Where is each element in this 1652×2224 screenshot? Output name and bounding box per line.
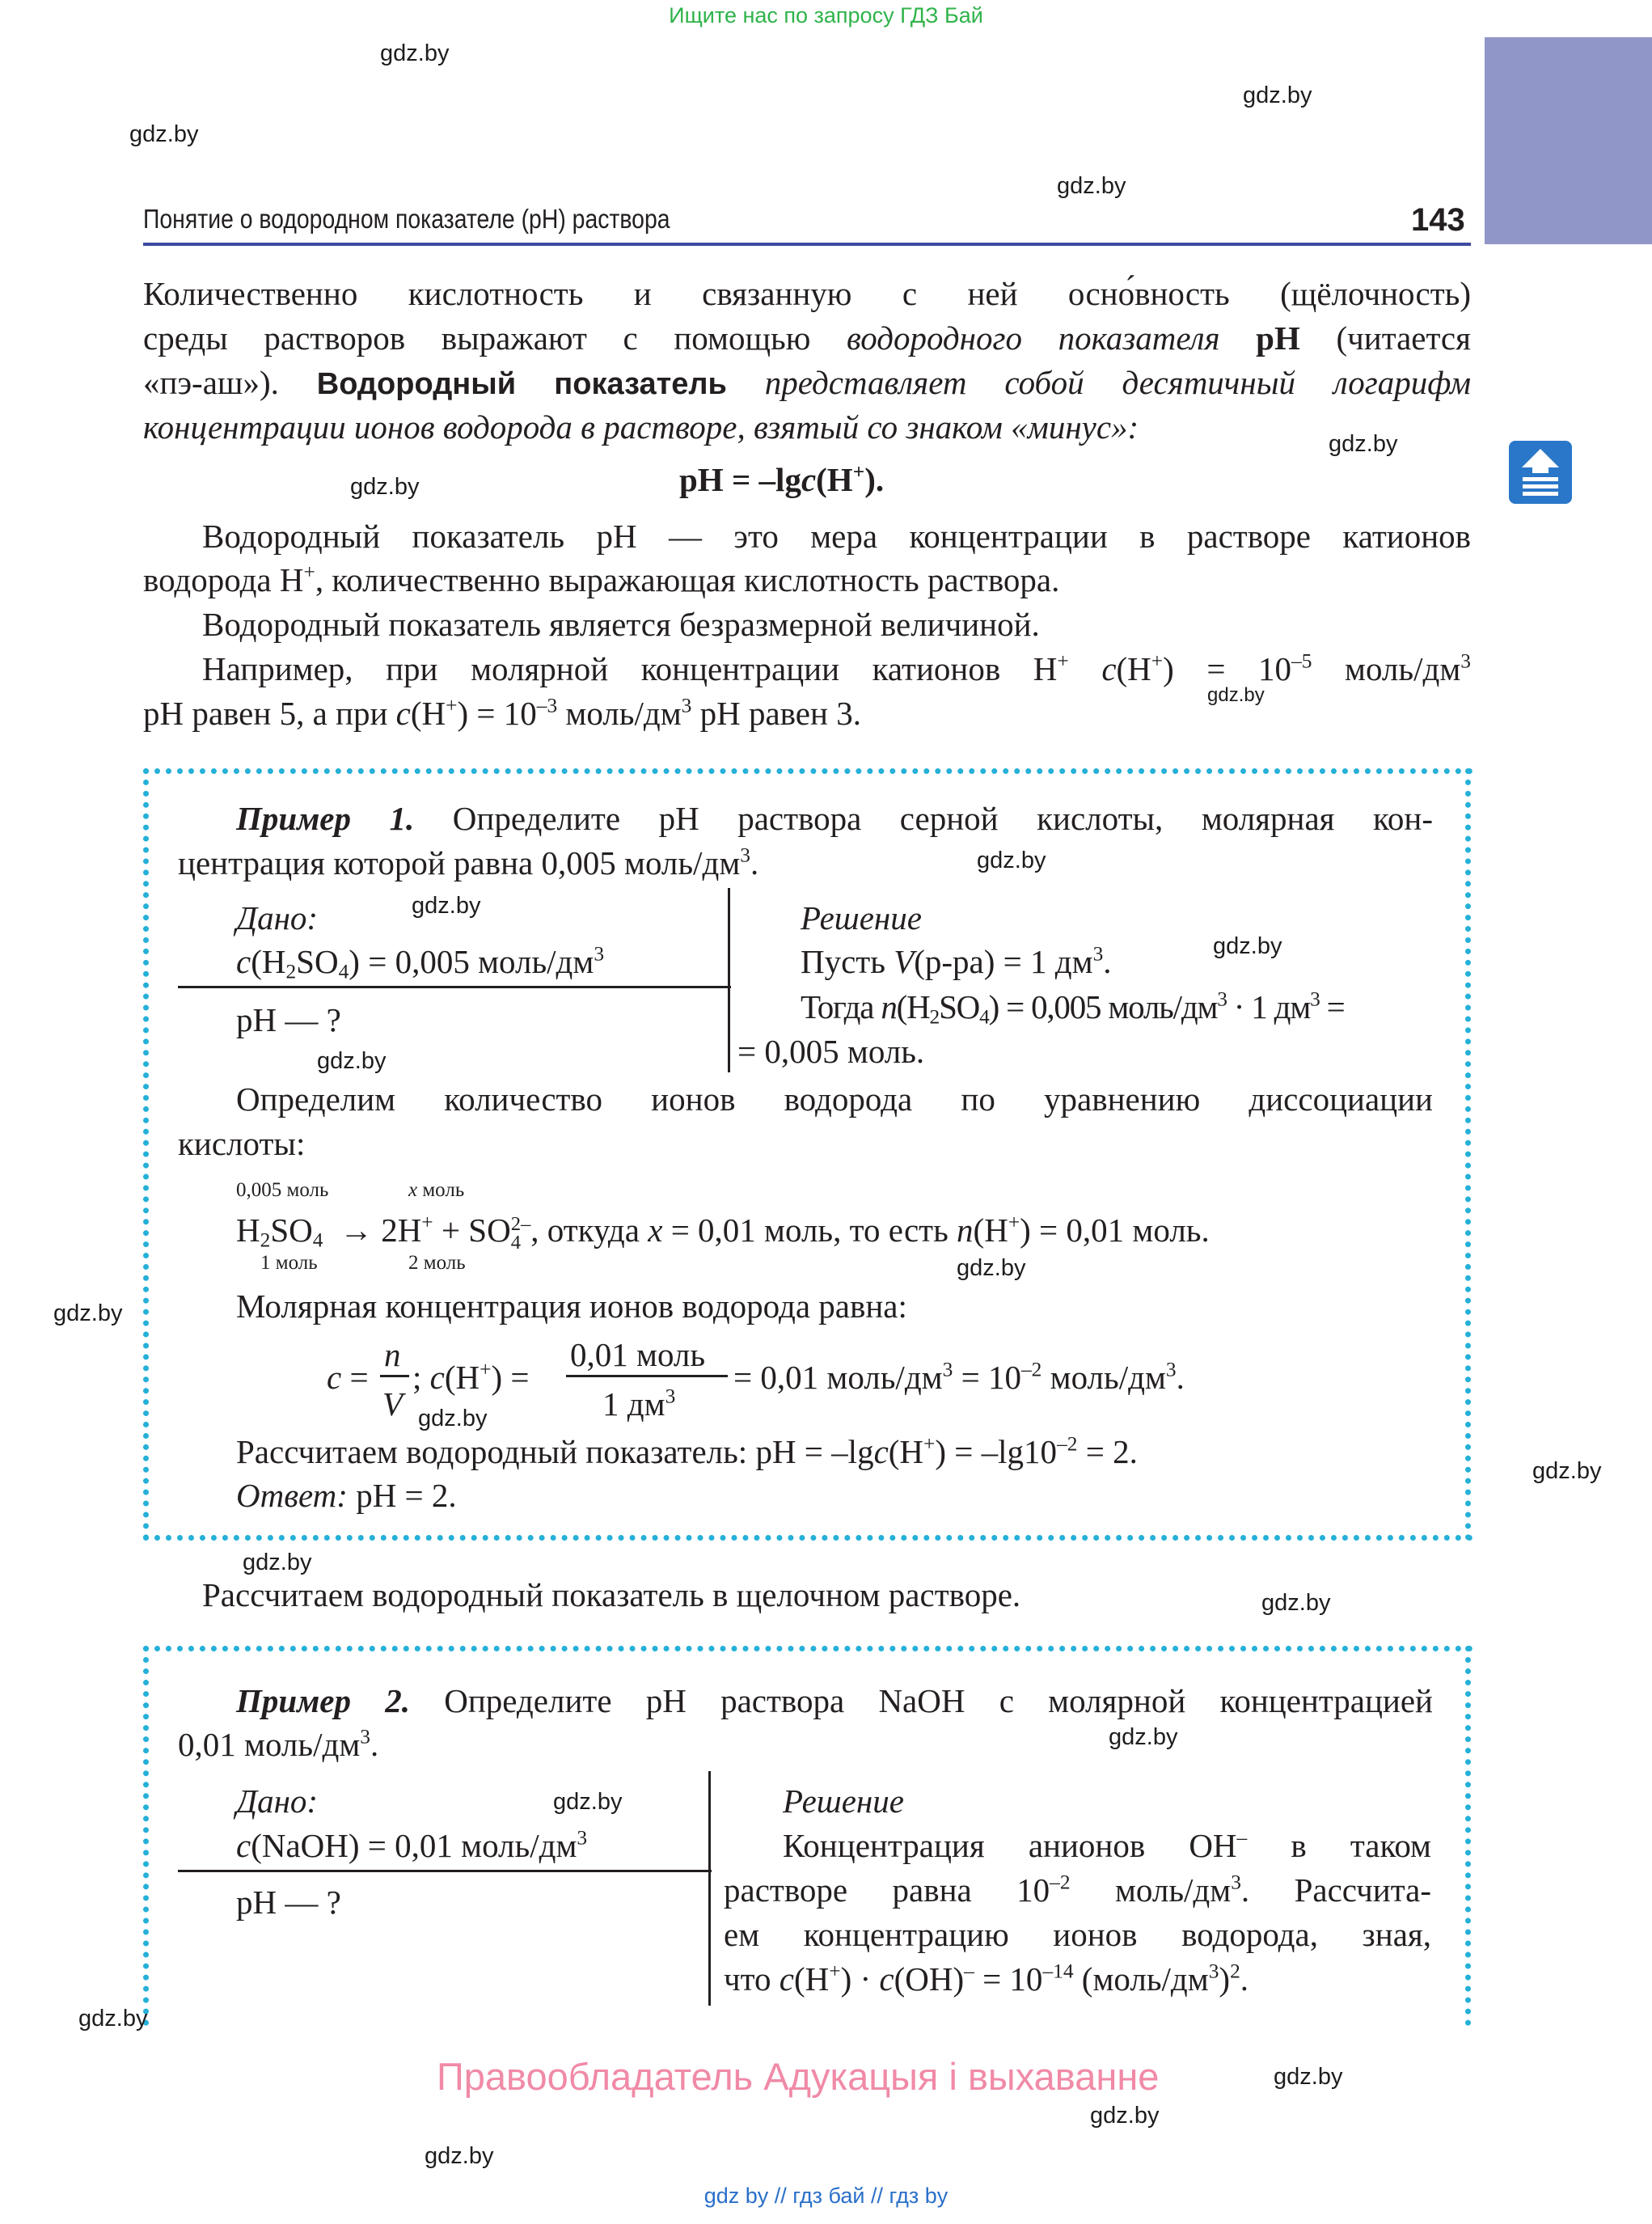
watermark: gdz.by [78, 2006, 148, 2032]
answer-label: Ответ: [236, 1477, 348, 1514]
header-rule [143, 243, 1471, 246]
term-italic: водородного показателя [847, 319, 1220, 357]
watermark: gdz.by [1213, 933, 1282, 959]
given-label: Дано: [236, 899, 319, 937]
calc-lhs: c = [327, 1359, 369, 1396]
watermark: gdz.by [418, 1406, 488, 1431]
example1-given-value: $c(H_2SO_4) = 0,005$ моль/$дм^3$ [236, 942, 605, 983]
watermark: gdz.by [1329, 431, 1398, 457]
watermark: gdz.by [243, 1550, 312, 1575]
para2-line2: водорода H+, количественно выражающая кислотность раствора. [143, 560, 1060, 598]
watermark: gdz.by [1057, 173, 1126, 199]
watermark: gdz.by [1261, 1590, 1331, 1616]
above-2h: x моль [408, 1179, 465, 1201]
calc-num: 0,01 моль [570, 1336, 706, 1373]
example1-solution-label [801, 896, 922, 940]
example1-sol-line3: = 0,005 моль. [737, 1033, 925, 1070]
calc-n [384, 1333, 401, 1376]
text: «пэ-аш»). [143, 364, 317, 401]
text: Определите pH раствора серной кислоты, молярная кон- [414, 800, 1433, 837]
n: n [384, 1336, 401, 1373]
footer-links[interactable]: gdz by // гдз бай // гдз by [703, 2184, 949, 2208]
scroll-up-button[interactable] [1509, 441, 1572, 504]
watermark: gdz.by [425, 2143, 494, 2169]
watermark: gdz.by [977, 848, 1046, 873]
example1-given-label [236, 896, 318, 940]
watermark: gdz.by [1243, 82, 1312, 108]
watermark: gdz.by [380, 40, 450, 66]
calc-mid: ; c(H+) = [412, 1358, 530, 1396]
example2-sol-line2: растворе равна $10^{-2}$ моль/$дм^3$. Рассчита- [724, 1871, 1431, 1909]
watermark: gdz.by [1090, 2103, 1160, 2129]
text: среды растворов выражают с помощью [143, 319, 847, 357]
watermark: gdz.by [1532, 1458, 1602, 1484]
watermark: gdz.by [553, 1789, 623, 1815]
example1-task-line2: центрация которой равна 0,005 моль/$дм^3$. [178, 844, 759, 882]
corner-tab [1485, 37, 1652, 244]
below-h2so4: 1 моль [260, 1252, 318, 1274]
example2-sol-line1: Концентрация анионов OH– в таком [783, 1826, 1431, 1864]
example2-border-left [143, 1646, 149, 2026]
definition-text: представляет собой десятичный логарифм [726, 364, 1471, 401]
watermark: gdz.by [412, 893, 481, 919]
calc-rhs: = 0,01 моль/$дм^3 = 10^{-2}$ моль/$дм^3$. [733, 1358, 1185, 1396]
watermark: gdz.by [317, 1048, 387, 1074]
solution-label: Решение [801, 899, 922, 937]
top-banner: Ищите нас по запросу ГДЗ Бай [669, 3, 983, 27]
example2-border-right [1465, 1646, 1471, 2026]
example1-title: Пример 1. [236, 800, 415, 837]
example1-find: pH — ? [236, 1001, 341, 1038]
watermark: gdz.by [53, 1300, 123, 1326]
term-ph: pH [1219, 319, 1300, 357]
example2-find: pH — ? [236, 1884, 341, 1921]
example2-title: Пример 2. [236, 1682, 410, 1719]
example1-text-line1: Определим количество ионов водорода по уравнению диссоциации [236, 1080, 1433, 1118]
V: V [382, 1385, 403, 1423]
watermark: gdz.by [129, 121, 199, 147]
calc-ph: Рассчитаем водородный показатель: pH = $-\lg c(H^+) = -\lg 10^{-2} = 2$. [236, 1432, 1138, 1470]
page-number: 143 [1411, 202, 1465, 238]
copyright-text: Правообладатель Адукацыя і выхаванне [437, 2055, 1160, 2098]
text: Определите pH раствора NaOH с молярной концентрацией [409, 1682, 1433, 1719]
watermark: gdz.by [957, 1255, 1026, 1281]
watermark: gdz.by [350, 474, 420, 500]
para2-line3: Водородный показатель является безразмерной величиной. [202, 606, 1040, 643]
solution-divider-2 [708, 1771, 711, 2006]
para2-line4: Например, при молярной концентрации катионов H+ $c(H^+) = 10^{-5}$ моль/$дм^3$ [202, 649, 1471, 687]
para2-line5: pH равен 5, а при $c(H^+) = 10^{-3}$ моль/$дм^3$ pH равен 3. [143, 694, 861, 732]
answer-value: pH = 2. [347, 1477, 457, 1514]
definition-term: Водородный показатель [316, 367, 727, 401]
example2-given-label [236, 1779, 318, 1823]
example2-solution-label [783, 1779, 904, 1823]
molar-text: Молярная концентрация ионов водорода равна: [236, 1287, 907, 1325]
example1-border-left [143, 768, 149, 1541]
para1-line4 [143, 405, 1139, 449]
given-label: Дано: [236, 1782, 319, 1820]
solution-label: Решение [783, 1782, 904, 1820]
example2-sol-line4: что $c(H^+) \cdot c(OH)^- = 10^{-14}$ $(моль/дм^3)^2$. [724, 1960, 1249, 1998]
given-rule [178, 986, 731, 988]
example1-text-line2: кислоты: [178, 1125, 306, 1162]
formula-ph: pH = –lgc(H+). [679, 460, 885, 498]
example1-sol-line2: Тогда $n(H_2SO_4) = 0,005$ моль/$дм^3 \cdot 1$ $дм^3$ = [801, 987, 1345, 1029]
example1-border-top [143, 768, 1473, 774]
solution-divider [728, 888, 730, 1072]
para1-line2 [143, 316, 1471, 360]
example1-sol-line1: Пусть V(р-ра) = 1 $дм^3$. [801, 942, 1112, 980]
fraction-bar-1 [380, 1375, 409, 1377]
example1-border-bottom [143, 1535, 1473, 1541]
given-rule-2 [178, 1870, 712, 1872]
para2-line1: Водородный показатель pH — это мера концентрации в растворе катионов [202, 518, 1471, 555]
example2-task-line2: 0,01 моль/$дм^3$. [178, 1725, 379, 1763]
answer [236, 1474, 457, 1517]
calc-den: 1 $дм^3$ [602, 1385, 676, 1423]
between-text: Рассчитаем водородный показатель в щелочном растворе. [202, 1576, 1021, 1613]
watermark: gdz.by [1109, 1724, 1178, 1750]
arrow-up-icon [1509, 441, 1572, 504]
running-head: Понятие о водородном показателе (pH) раствора [143, 204, 670, 234]
above-h2so4: 0,005 моль [236, 1179, 329, 1201]
watermark: gdz.by [1207, 684, 1265, 706]
example1-task-line1 [236, 797, 1433, 840]
calc-V [382, 1382, 403, 1426]
dissociation-equation: $H_2SO_4 \to 2H^+$ + SO 2– 4 , откуда x = 0,01 моль, то есть n(H+) = 0,01 моль. [236, 1211, 1210, 1254]
definition-text-end: концентрации ионов водорода в растворе, взятый со знаком «минус»: [143, 408, 1139, 446]
para1-line1: Количественно кислотность и связанную с ней осно́вность (щёлочность) [143, 275, 1471, 312]
para1-line3 [143, 361, 1471, 406]
example1-border-right [1465, 768, 1471, 1541]
example2-border-top [143, 1646, 1473, 1651]
example2-task-line1 [236, 1679, 1433, 1723]
text: (читается [1299, 319, 1471, 357]
watermark: gdz.by [1274, 2064, 1343, 2090]
example2-given-value: c(NaOH) = 0,01 моль/$дм^3$ [236, 1826, 588, 1864]
below-2h: 2 моль [408, 1252, 466, 1274]
fraction-bar-2 [566, 1375, 728, 1377]
example2-sol-line3: ем концентрацию ионов водорода, зная, [724, 1916, 1431, 1953]
